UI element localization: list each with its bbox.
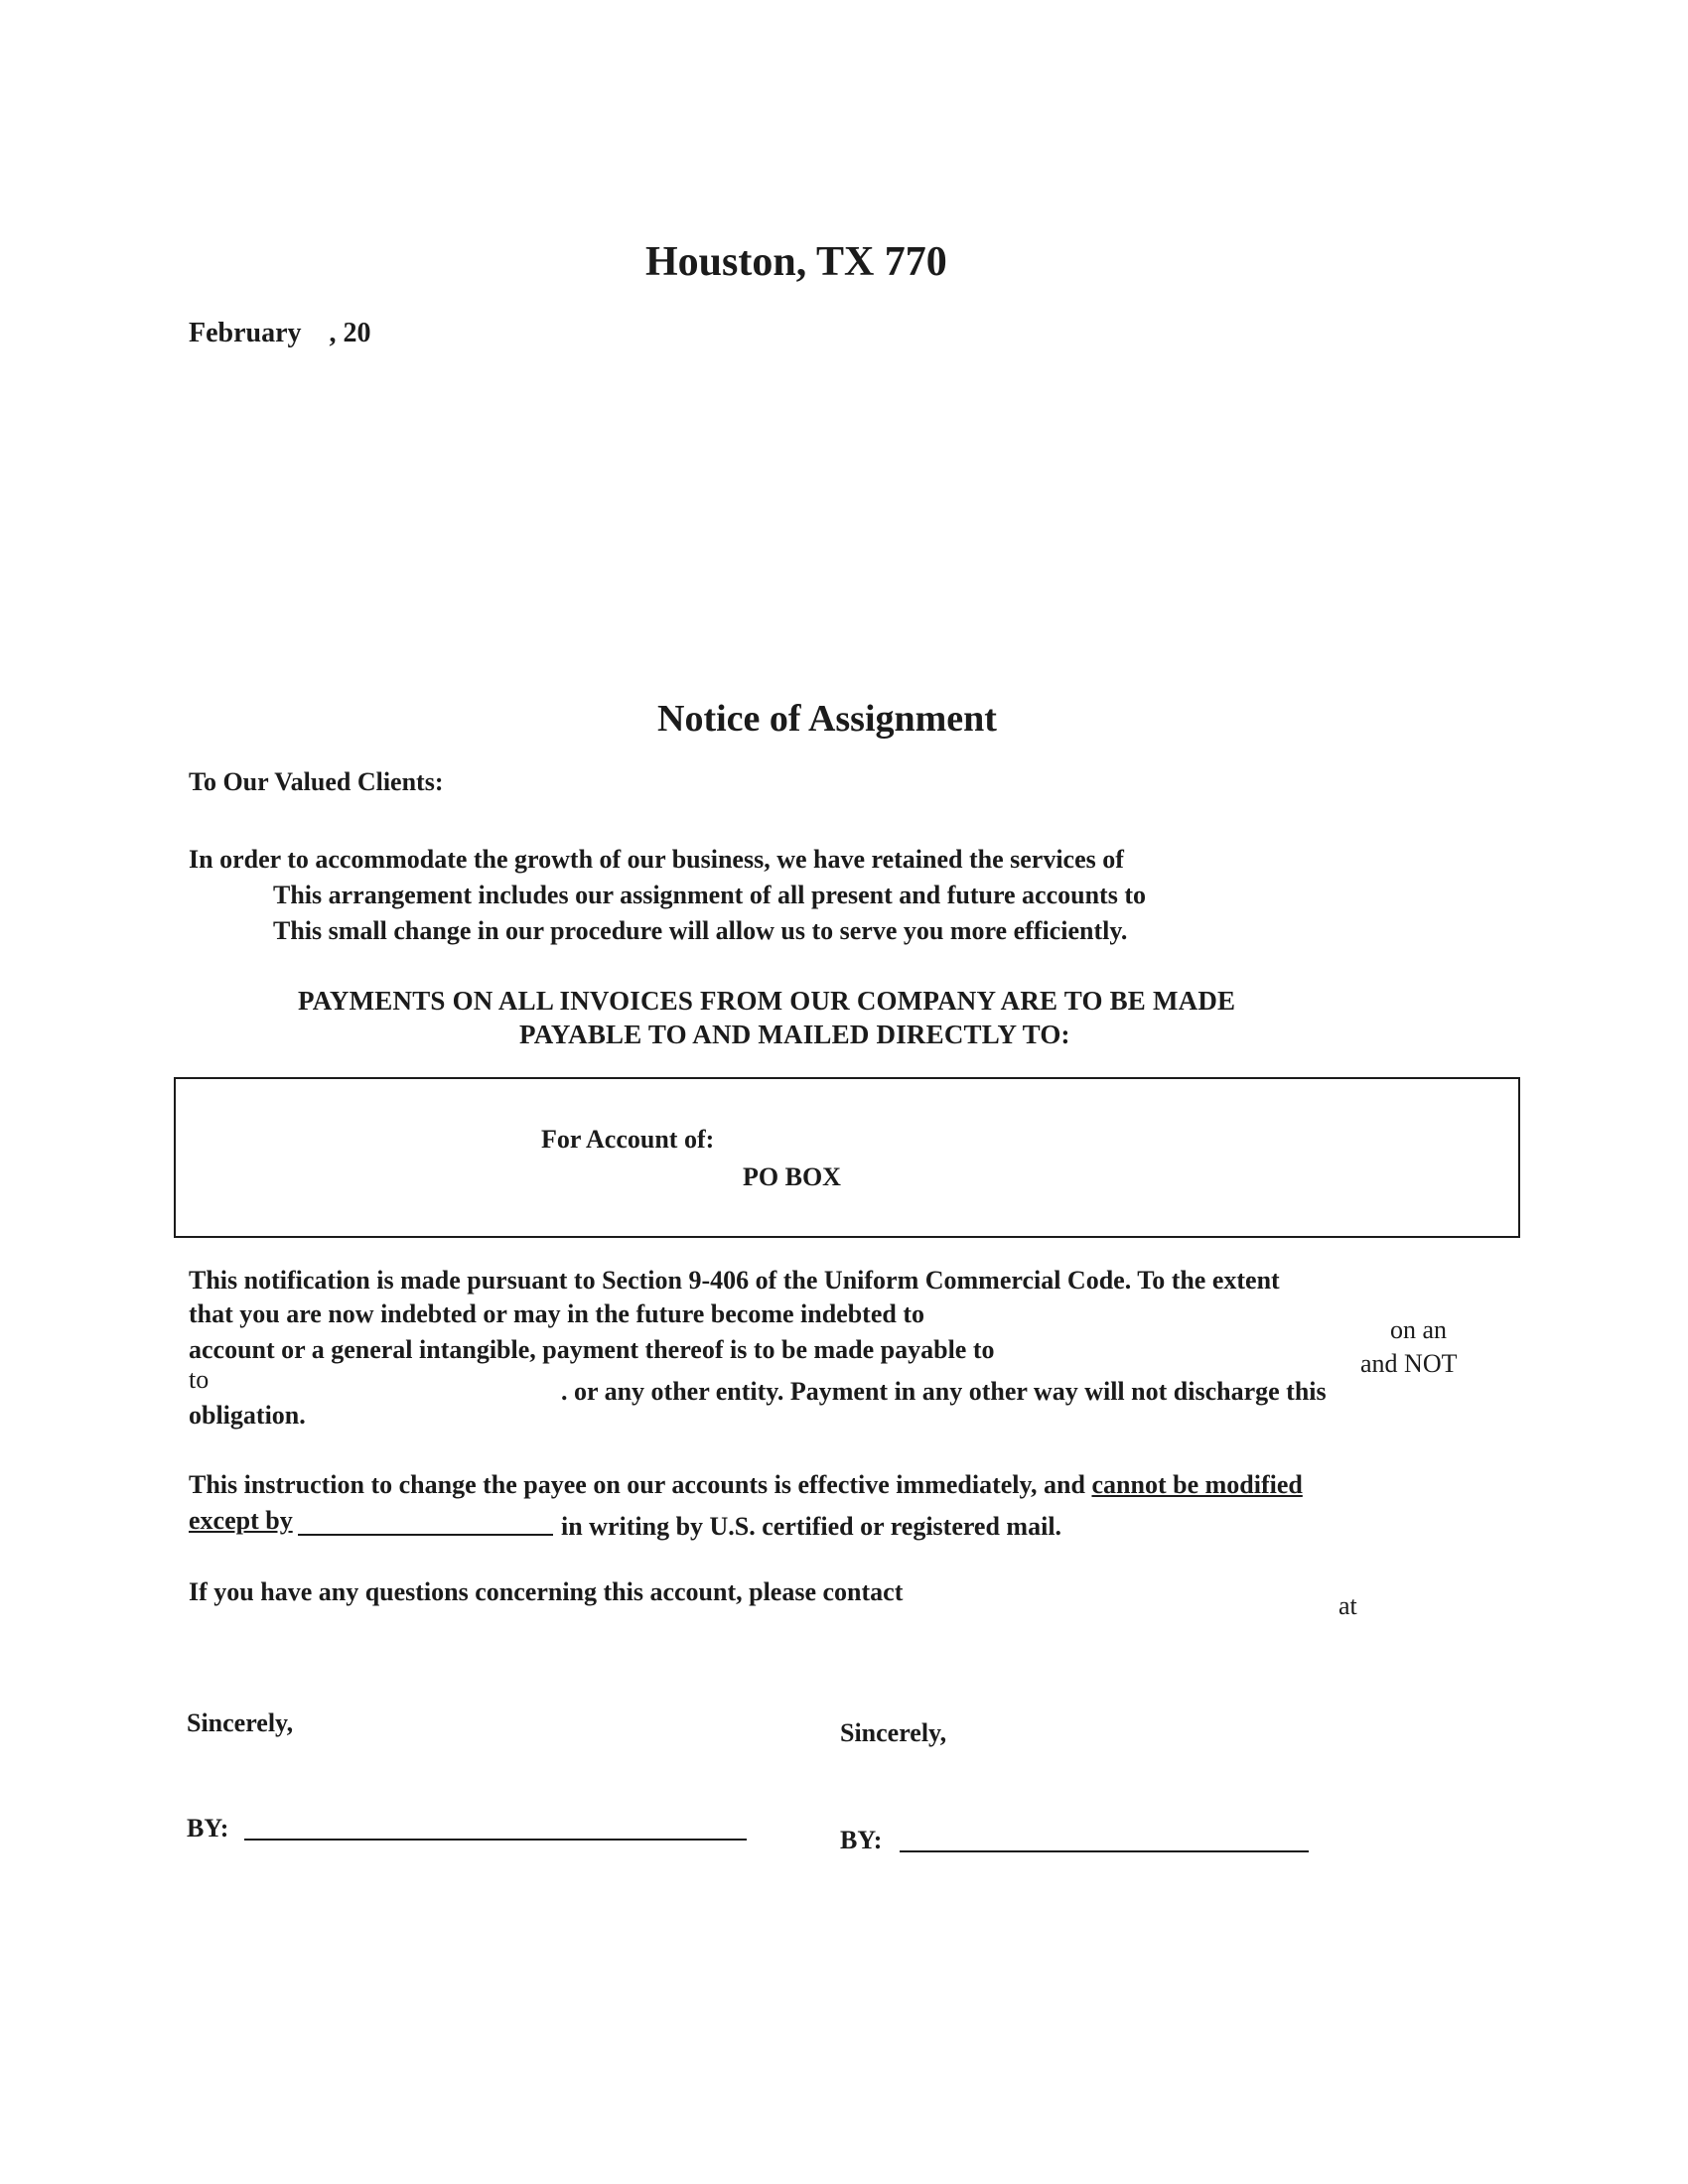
ucc-line-1: This notification is made pursuant to Section 9-406 of the Uniform Commercial Code. To the extent bbox=[189, 1266, 1280, 1295]
intro-line-2: This arrangement includes our assignment of all present and future accounts to bbox=[273, 881, 1146, 909]
salutation: To Our Valued Clients: bbox=[189, 767, 444, 796]
intro-line-1: In order to accommodate the growth of our business, we have retained the services of bbox=[189, 845, 1124, 874]
except-by-blank-line bbox=[298, 1534, 553, 1536]
instruction-line-1-text: This instruction to change the payee on our accounts is effective immediately, and bbox=[189, 1470, 1092, 1499]
header-location: Houston, TX 770 bbox=[645, 239, 947, 285]
left-closing: Sincerely, bbox=[187, 1708, 294, 1737]
contact-at: at bbox=[1338, 1591, 1357, 1620]
cannot-be-modified-text: cannot be modified bbox=[1091, 1470, 1303, 1499]
po-box-label: PO BOX bbox=[743, 1162, 841, 1191]
ucc-line-3-end: and NOT bbox=[1360, 1349, 1458, 1378]
header-date: February , 20 bbox=[189, 318, 371, 348]
remit-to-box bbox=[174, 1077, 1520, 1238]
intro-line-3: This small change in our procedure will allow us to serve you more efficiently. bbox=[273, 916, 1128, 945]
instruction-line-2: in writing by U.S. certified or registered mail. bbox=[561, 1512, 1062, 1541]
contact-text: If you have any questions concerning this account, please contact bbox=[189, 1577, 904, 1606]
left-signature-line bbox=[244, 1839, 747, 1841]
payment-notice-line-2: PAYABLE TO AND MAILED DIRECTLY TO: bbox=[519, 1020, 1070, 1049]
ucc-line-4-start: to bbox=[189, 1365, 210, 1394]
except-by-text: except by bbox=[189, 1506, 293, 1535]
ucc-line-2: that you are now indebted or may in the future become indebted to bbox=[189, 1299, 924, 1328]
right-closing: Sincerely, bbox=[840, 1718, 947, 1747]
document-title: Notice of Assignment bbox=[657, 698, 997, 740]
ucc-line-4: . or any other entity. Payment in any other way will not discharge this bbox=[561, 1377, 1327, 1406]
ucc-line-5: obligation. bbox=[189, 1401, 306, 1430]
right-by-label: BY: bbox=[840, 1826, 883, 1854]
payment-notice-line-1: PAYMENTS ON ALL INVOICES FROM OUR COMPANY ARE TO BE MADE bbox=[298, 986, 1236, 1016]
for-account-of-label: For Account of: bbox=[541, 1125, 715, 1154]
ucc-line-2-end: on an bbox=[1390, 1315, 1448, 1344]
left-by-label: BY: bbox=[187, 1814, 229, 1843]
right-signature-line bbox=[900, 1850, 1309, 1852]
instruction-line-1 bbox=[189, 1467, 1303, 1503]
ucc-line-3: account or a general intangible, payment thereof is to be made payable to bbox=[189, 1335, 995, 1364]
